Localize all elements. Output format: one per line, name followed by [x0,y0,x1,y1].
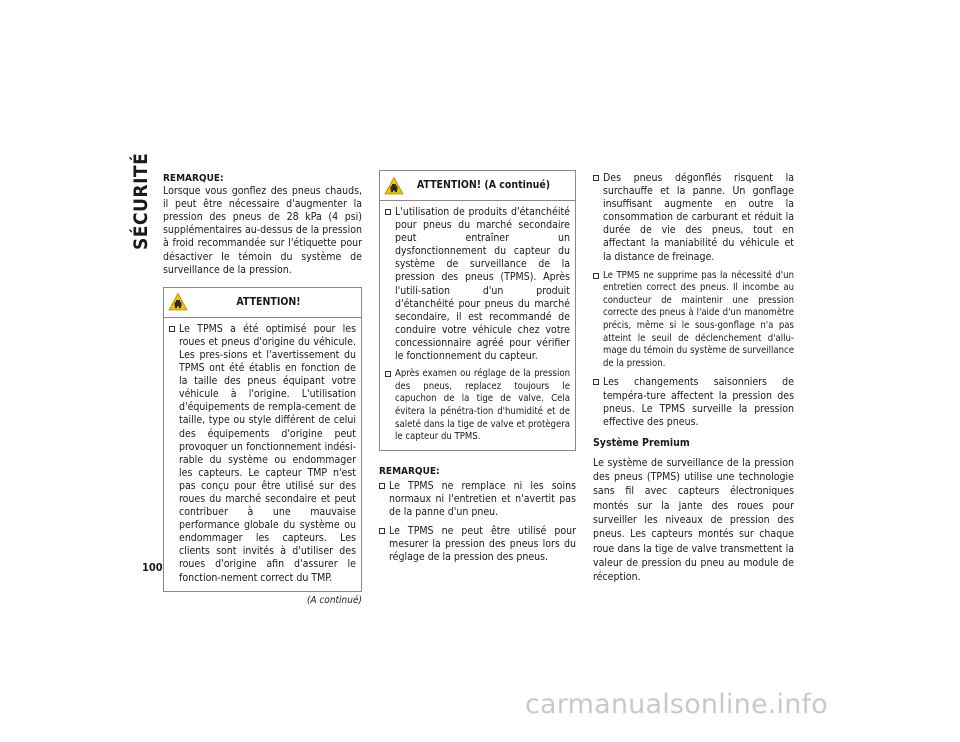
warning-box-continued-body [380,201,575,450]
warning-box-body [164,318,361,591]
column-middle [379,170,576,570]
list-item: Les changements saisonniers de tempéra-ture affectent la pression des pneus. Le TPMS surveille la pression effective des pneus. [593,376,794,428]
note-heading: REMARQUE: [163,173,224,184]
subsection-title: Système Premium [593,436,690,449]
warning-box-header [164,288,361,318]
section-tab-label: SÉCURITÉ [130,152,152,250]
note-heading: REMARQUE: [379,465,440,477]
warning-box [163,287,362,592]
warning-box-title: ATTENTION! [236,295,301,308]
warning-box-continued-header [380,171,575,201]
list-item: Le TPMS ne supprime pas la nécessité d'un entretien correct des pneus. Il incombe au conducteur de maintenir une pression correcte des pneus à l'aide d'un manomètre précis, même si le sous-gonflage n'a pas atteint le seuil de déclenchement d'allu-mage du témoin du système de surveillance de la pression. [593,270,794,371]
warning-triangle-icon [168,292,188,312]
continued-label: (A continué) [306,594,362,606]
watermark: carmanualsonline.info [525,689,828,720]
warning-item: L'utilisation de produits d'étanchéité pour pneus du marché secondaire peut entraîner un dysfonctionnement du capteur du système de surveillance de la pression des pneus (TPMS). Après l'utili-sation d'un produit d'étanchéité pour pneus du marché secondaire, il est recommandé de conduire votre véhicule chez votre concessionnaire agréé pour vérifier le fonctionnement du capteur. [385,206,570,363]
warning-triangle-icon [384,176,404,196]
warning-item: Le TPMS a été optimisé pour les roues et pneus d'origine du véhicule. Les pres-sions et l'avertissement du TPMS ont été établis en fonction de la taille des pneus équipant votre véhicule à l'origine. L'utilisation d'équipements de rempla-cement de taille, type ou style différent de celui des équipements d'origine peut provoquer un fonctionnement indési-rable du système ou endommager les capteurs. Le capteur TMP n'est pas conçu pour être utilisé sur des roues du marché secondaire et peut contribuer à une mauvaise performance globale du système ou endommager les capteurs. Les clients sont invités à d'utiliser des roues d'origine afin d'assurer le fonction-nement correct du TMP. [169,323,356,585]
note-item: Le TPMS ne peut être utilisé pour mesurer la pression des pneus lors du réglage de la pression des pneus. [379,525,576,564]
column-left [163,172,362,607]
warning-item: Après examen ou réglage de la pression des pneus, replacez toujours le capuchon de la tige de valve. Cela évitera la pénétra-tion d'humidité et de saleté dans la tige de valve et protègera le capteur du TPMS. [385,368,570,444]
note-text: Lorsque vous gonflez des pneus chauds, il peut être nécessaire d'augmenter la pression des pneus de 28 kPa (4 psi) supplémentaires au-dessus de la pression à froid recommandée sur l'étiquette pour désactiver le témoin du système de surveillance de la pression. [163,185,362,276]
list-item: Des pneus dégonflés risquent la surchauffe et la panne. Un gonflage insuffisant augmente en outre la consommation de carburant et réduit la durée de vie des pneus, tout en affectant la maniabilité du véhicule et la distance de freinage. [593,172,794,264]
body-paragraph: Le système de surveillance de la pression des pneus (TPMS) utilise une technologie sans fil avec capteurs électroniques montés sur la jante des roues pour surveiller les niveaux de pression des pneus. Les capteurs montés sur chaque roue dans la tige de valve transmettent la valeur de pression du pneu au module de réception. [593,456,794,584]
note-item: Le TPMS ne remplace ni les soins normaux ni l'entretien et n'avertit pas de la panne d'un pneu. [379,480,576,519]
column-right [593,172,794,585]
page-number: 100 [142,561,163,574]
section-tab [130,152,156,250]
warning-box-continued-title: ATTENTION! (A continué) [416,178,551,191]
warning-box-continued [379,170,576,451]
